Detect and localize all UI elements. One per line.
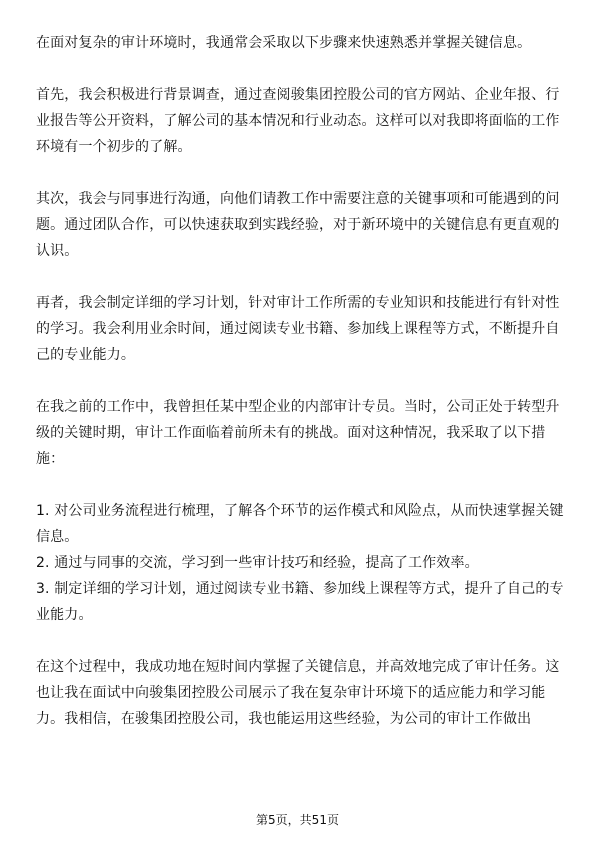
paragraph-third-step: 再者，我会制定详细的学习计划，针对审计工作所需的专业知识和技能进行有针对性的学习。我会利用业余时间，通过阅读专业书籍、参加线上课程等方式，不断提升自己的专业能力。 xyxy=(36,295,560,363)
document-body xyxy=(36,30,566,732)
list-item: 2. 通过与同事的交流，学习到一些审计技巧和经验，提高了工作效率。 xyxy=(36,555,479,571)
page-number: 第5页，共51页 xyxy=(256,813,339,827)
measures-list xyxy=(36,498,566,628)
list-item: 3. 制定详细的学习计划，通过阅读专业书籍、参加线上课程等方式，提升了自己的专业能力。 xyxy=(36,581,564,623)
paragraph-first-step: 首先，我会积极进行背景调查，通过查阅骏集团控股公司的官方网站、企业年报、行业报告等公开资料，了解公司的基本情况和行业动态。这样可以对我即将面临的工作环境有一个初步的了解。 xyxy=(36,87,560,155)
list-item: 1. 对公司业务流程进行梳理，了解各个环节的运作模式和风险点，从而快速掌握关键信息。 xyxy=(36,503,564,545)
paragraph-conclusion: 在这个过程中，我成功地在短时间内掌握了关键信息，并高效地完成了审计任务。这也让我在面试中向骏集团控股公司展示了我在复杂审计环境下的适应能力和学习能力。我相信，在骏集团控股公司，我也能运用这些经验，为公司的审计工作做出 xyxy=(36,659,560,727)
paragraph-experience: 在我之前的工作中，我曾担任某中型企业的内部审计专员。当时，公司正处于转型升级的关键时期，审计工作面临着前所未有的挑战。面对这种情况，我采取了以下措施： xyxy=(36,399,560,467)
paragraph-intro: 在面对复杂的审计环境时，我通常会采取以下步骤来快速熟悉并掌握关键信息。 xyxy=(36,35,532,51)
paragraph-second-step: 其次，我会与同事进行沟通，向他们请教工作中需要注意的关键事项和可能遇到的问题。通过团队合作，可以快速获取到实践经验，对于新环境中的关键信息有更直观的认识。 xyxy=(36,191,560,259)
